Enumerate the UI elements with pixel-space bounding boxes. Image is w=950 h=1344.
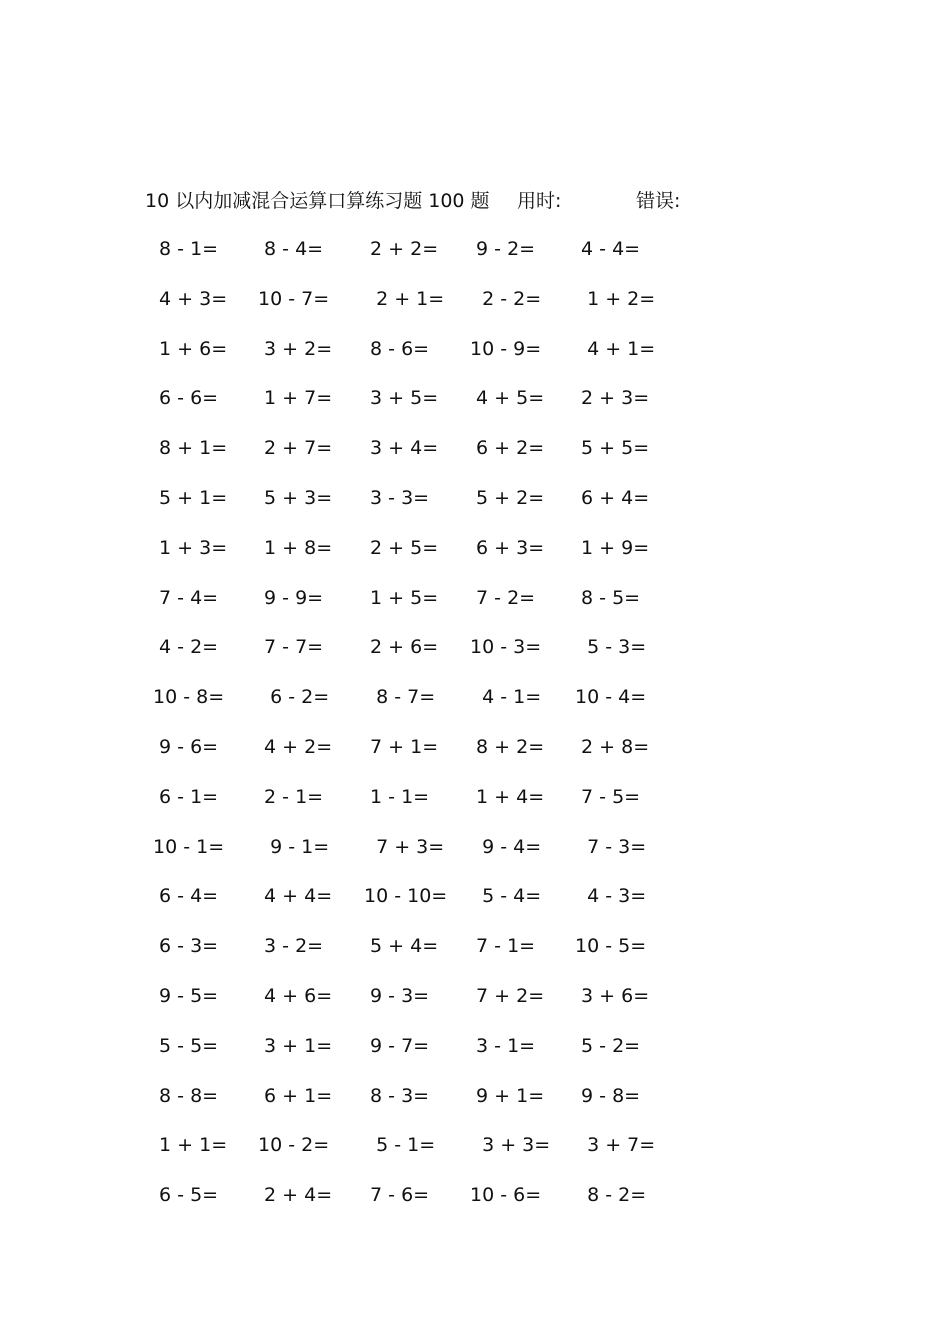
problem-item: 4 + 2=	[258, 735, 333, 758]
problem-row	[0, 583, 950, 633]
problem-row	[0, 832, 950, 882]
problem-item: 7 + 3=	[364, 835, 445, 858]
problem-item: 2 + 2=	[364, 238, 439, 260]
problem-item: 1 - 1=	[364, 785, 430, 808]
problem-item: 10 - 4=	[575, 686, 647, 709]
problem-item: 10 - 3=	[470, 636, 542, 659]
problem-item: 8 - 6=	[364, 337, 430, 360]
problem-item: 6 - 6=	[153, 387, 219, 410]
problem-item: 9 + 1=	[470, 1084, 545, 1107]
problem-item: 3 + 6=	[575, 984, 650, 1007]
problem-item: 5 - 5=	[153, 1034, 219, 1057]
problem-row	[0, 632, 950, 682]
problem-item: 2 + 7=	[258, 437, 333, 460]
problem-item: 6 + 3=	[470, 536, 545, 559]
problem-grid	[0, 234, 950, 1230]
problem-item: 4 + 4=	[258, 885, 333, 908]
problem-item: 7 + 2=	[470, 984, 545, 1007]
problem-item: 6 + 2=	[470, 437, 545, 460]
problem-item: 9 - 5=	[153, 984, 219, 1007]
problem-item: 8 - 5=	[575, 586, 641, 609]
problem-item: 1 + 8=	[258, 536, 333, 559]
problem-row	[0, 383, 950, 433]
problem-item: 3 + 2=	[258, 337, 333, 360]
problem-item: 7 - 7=	[258, 636, 324, 659]
problem-item: 5 - 3=	[575, 636, 647, 659]
problem-item: 5 + 2=	[470, 486, 545, 509]
problem-row	[0, 1130, 950, 1180]
problem-item: 1 + 4=	[470, 785, 545, 808]
problem-item: 7 - 4=	[153, 586, 219, 609]
worksheet-title: 10 以内加减混合运算口算练习题 100 题	[145, 190, 490, 212]
problem-item: 10 - 2=	[258, 1134, 330, 1157]
problem-item: 10 - 1=	[153, 835, 225, 858]
problem-item: 2 + 4=	[258, 1184, 333, 1207]
problem-item: 6 - 4=	[153, 885, 219, 908]
problem-item: 7 - 3=	[575, 835, 647, 858]
time-used-label: 用时:	[517, 190, 562, 212]
problem-item: 8 - 7=	[364, 686, 436, 709]
problem-item: 3 + 5=	[364, 387, 439, 410]
problem-item: 10 - 7=	[258, 287, 330, 310]
problem-row	[0, 682, 950, 732]
problem-item: 8 - 2=	[575, 1184, 647, 1207]
problem-item: 8 + 1=	[153, 437, 228, 460]
problem-item: 1 + 7=	[258, 387, 333, 410]
problem-row	[0, 334, 950, 384]
problem-row	[0, 782, 950, 832]
problem-item: 5 - 1=	[364, 1134, 436, 1157]
problem-item: 2 + 6=	[364, 636, 439, 659]
problem-item: 4 + 1=	[575, 337, 656, 360]
problem-item: 5 + 5=	[575, 437, 650, 460]
problem-item: 4 + 3=	[153, 287, 228, 310]
problem-item: 2 - 2=	[470, 287, 542, 310]
problem-item: 7 + 1=	[364, 735, 439, 758]
problem-row	[0, 1081, 950, 1131]
problem-item: 1 + 5=	[364, 586, 439, 609]
problem-row	[0, 433, 950, 483]
problem-item: 8 - 4=	[258, 238, 324, 260]
problem-item: 7 - 1=	[470, 935, 536, 958]
problem-item: 9 - 2=	[470, 238, 536, 260]
problem-item: 4 - 2=	[153, 636, 219, 659]
problem-item: 9 - 6=	[153, 735, 219, 758]
problem-row	[0, 732, 950, 782]
problem-item: 6 + 4=	[575, 486, 650, 509]
problem-item: 1 + 6=	[153, 337, 228, 360]
problem-item: 5 - 2=	[575, 1034, 641, 1057]
problem-item: 6 + 1=	[258, 1084, 333, 1107]
problem-item: 4 - 1=	[470, 686, 542, 709]
problem-item: 3 - 1=	[470, 1034, 536, 1057]
problem-item: 9 - 8=	[575, 1084, 641, 1107]
problem-item: 8 + 2=	[470, 735, 545, 758]
problem-item: 7 - 2=	[470, 586, 536, 609]
problem-item: 9 - 9=	[258, 586, 324, 609]
problem-row	[0, 483, 950, 533]
problem-item: 10 - 8=	[153, 686, 225, 709]
problem-item: 8 - 1=	[153, 238, 219, 260]
problem-row	[0, 234, 950, 284]
problem-item: 4 + 5=	[470, 387, 545, 410]
problem-item: 1 + 2=	[575, 287, 656, 310]
problem-item: 9 - 3=	[364, 984, 430, 1007]
problem-item: 5 + 4=	[364, 935, 439, 958]
problem-item: 4 - 3=	[575, 885, 647, 908]
problem-row	[0, 931, 950, 981]
problem-item: 1 + 9=	[575, 536, 650, 559]
problem-item: 5 + 1=	[153, 486, 228, 509]
problem-item: 8 - 3=	[364, 1084, 430, 1107]
problem-item: 10 - 5=	[575, 935, 647, 958]
problem-item: 3 + 3=	[470, 1134, 551, 1157]
problem-item: 3 + 1=	[258, 1034, 333, 1057]
problem-item: 6 - 1=	[153, 785, 219, 808]
problem-item: 8 - 8=	[153, 1084, 219, 1107]
problem-row	[0, 981, 950, 1031]
problem-row	[0, 284, 950, 334]
problem-item: 3 + 4=	[364, 437, 439, 460]
problem-item: 2 - 1=	[258, 785, 324, 808]
problem-item: 2 + 1=	[364, 287, 445, 310]
problem-item: 1 + 1=	[153, 1134, 228, 1157]
problem-item: 3 - 3=	[364, 486, 430, 509]
problem-item: 9 - 7=	[364, 1034, 430, 1057]
problem-item: 2 + 5=	[364, 536, 439, 559]
error-count-label: 错误:	[636, 190, 681, 212]
problem-item: 1 + 3=	[153, 536, 228, 559]
problem-item: 7 - 5=	[575, 785, 641, 808]
problem-item: 4 - 4=	[575, 238, 641, 260]
problem-item: 10 - 9=	[470, 337, 542, 360]
problem-row	[0, 1180, 950, 1230]
problem-item: 6 - 5=	[153, 1184, 219, 1207]
problem-item: 10 - 6=	[470, 1184, 542, 1207]
problem-row	[0, 881, 950, 931]
problem-item: 7 - 6=	[364, 1184, 430, 1207]
problem-item: 2 + 3=	[575, 387, 650, 410]
problem-item: 4 + 6=	[258, 984, 333, 1007]
problem-item: 2 + 8=	[575, 735, 650, 758]
problem-item: 3 + 7=	[575, 1134, 656, 1157]
problem-item: 9 - 4=	[470, 835, 542, 858]
problem-row	[0, 533, 950, 583]
problem-item: 6 - 3=	[153, 935, 219, 958]
problem-item: 5 - 4=	[470, 885, 542, 908]
problem-item: 6 - 2=	[258, 686, 330, 709]
problem-item: 10 - 10=	[364, 885, 448, 908]
problem-row	[0, 1031, 950, 1081]
problem-item: 5 + 3=	[258, 486, 333, 509]
problem-item: 9 - 1=	[258, 835, 330, 858]
problem-item: 3 - 2=	[258, 935, 324, 958]
